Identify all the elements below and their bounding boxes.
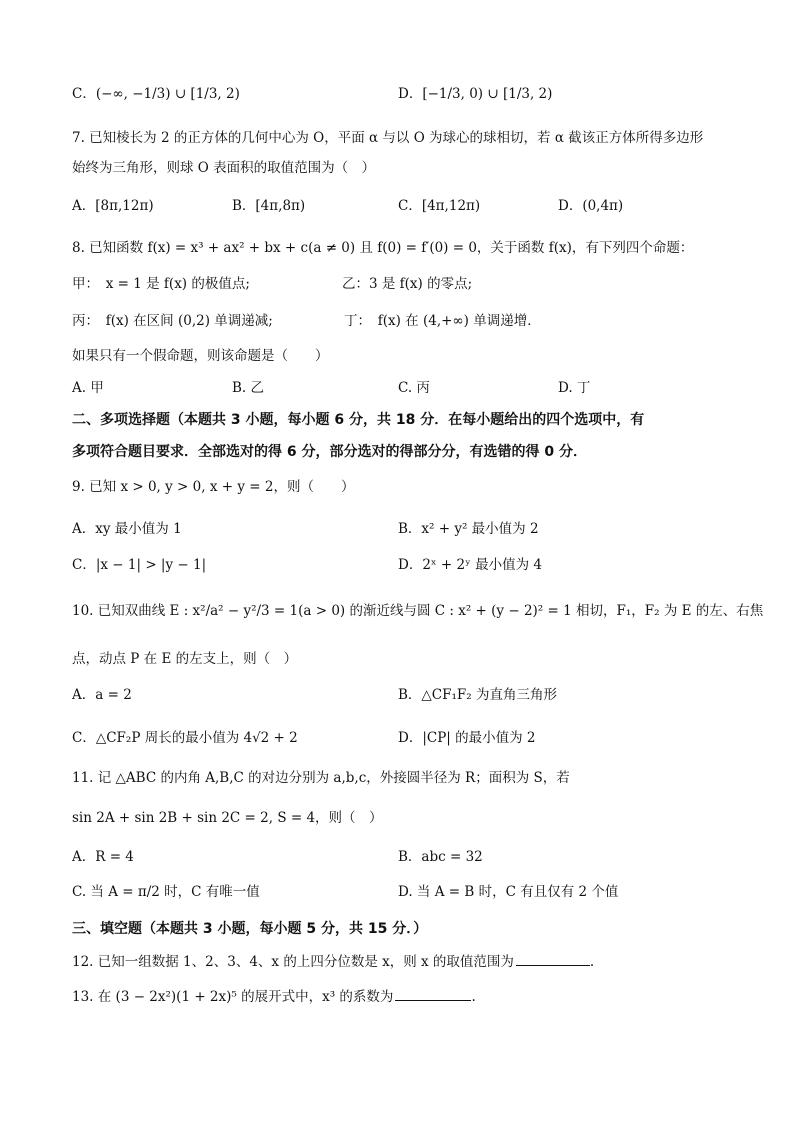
q7-line1: 7. 已知棱长为 2 的正方体的几何中心为 O，平面 α 与以 O 为球心的球相切，若 α 截该正方体所得多边形 <box>72 130 704 146</box>
q9-option-c: C．|x − 1| > |y − 1| <box>72 557 207 573</box>
q11-option-d: D. 当 A = B 时，C 有且仅有 2 个值 <box>398 884 619 900</box>
q9-option-b: B．x² + y² 最小值为 2 <box>398 521 539 537</box>
q8-question: 如果只有一个假命题，则该命题是（ ） <box>72 348 329 364</box>
q13-text: 13. 在 (3 − 2x²)(1 + 2x)⁵ 的展开式中，x³ 的系数为 <box>72 989 394 1005</box>
q12-end: . <box>589 954 595 970</box>
q13-end: . <box>471 989 476 1005</box>
section3-heading: 三、填空题（本题共 3 小题，每小题 5 分，共 15 分．） <box>72 921 428 937</box>
section2-heading-line2: 多项符合题目要求．全部选对的得 6 分，部分选对的得部分分，有选错的得 0 分． <box>72 444 587 460</box>
q9-option-a: A．xy 最小值为 1 <box>72 521 182 537</box>
q9-stem: 9. 已知 x > 0, y > 0, x + y = 2，则（ ） <box>72 479 355 495</box>
q12-answer-blank[interactable] <box>516 951 590 966</box>
q7-option-a: A．[8π,12π) <box>72 198 154 214</box>
q12 <box>72 951 594 972</box>
q10-line1: 10. 已知双曲线 E : x²/a² − y²/3 = 1(a > 0) 的渐近线与圆 C : x² + (y − 2)² = 1 相切，F₁，F₂ 为 E 的左、右焦 <box>72 603 764 619</box>
q6-option-d: D．[−1/3, 0) ∪ [1/3, 2) <box>398 86 553 102</box>
q8-option-c: C. 丙 <box>398 380 430 396</box>
q7-option-b: B．[4π,8π) <box>232 198 306 214</box>
q13 <box>72 986 476 1007</box>
q10-option-d: D．|CP| 的最小值为 2 <box>398 730 536 746</box>
q6-option-c: C．(−∞, −1/3) ∪ [1/3, 2) <box>72 86 240 102</box>
q11-option-a: A．R = 4 <box>72 849 134 865</box>
q11-line1: 11. 记 △ABC 的内角 A,B,C 的对边分别为 a,b,c，外接圆半径为 R；面积为 S，若 <box>72 770 570 786</box>
section2-heading-line1: 二、多项选择题（本题共 3 小题，每小题 6 分，共 18 分．在每小题给出的四个选项中，有 <box>72 412 645 428</box>
q10-option-c: C．△CF₂P 周长的最小值为 4√2 + 2 <box>72 730 298 746</box>
q10-option-b: B．△CF₁F₂ 为直角三角形 <box>398 687 557 703</box>
q8-ding: 丁： f(x) 在 (4,+∞) 单调递增． <box>344 313 541 329</box>
q8-bing: 丙： f(x) 在区间 (0,2) 单调递减; <box>72 313 273 329</box>
q10-line2: 点，动点 P 在 E 的左支上，则（ ） <box>72 651 298 667</box>
q11-option-b: B．abc = 32 <box>398 849 483 865</box>
q7-line2: 始终为三角形，则球 O 表面积的取值范围为（ ） <box>72 160 376 176</box>
q8-jia: 甲： x = 1 是 f(x) 的极值点; <box>72 276 250 292</box>
q7-option-d: D．(0,4π) <box>558 198 624 214</box>
q8-option-b: B. 乙 <box>232 380 265 396</box>
q11-line2: sin 2A + sin 2B + sin 2C = 2, S = 4，则（ ） <box>72 810 383 826</box>
q12-text: 12. 已知一组数据 1、2、3、4、x 的上四分位数是 x，则 x 的取值范围为 <box>72 954 514 970</box>
q8-yi: 乙：3 是 f(x) 的零点; <box>342 276 473 292</box>
q9-option-d: D．2ˣ + 2ʸ 最小值为 4 <box>398 557 543 573</box>
q7-option-c: C．[4π,12π) <box>398 198 481 214</box>
q8-option-a: A. 甲 <box>72 380 104 396</box>
q11-option-c: C. 当 A = π/2 时，C 有唯一值 <box>72 884 260 900</box>
q8-option-d: D. 丁 <box>558 380 591 396</box>
q13-answer-blank[interactable] <box>395 986 471 1001</box>
q8-line1: 8. 已知函数 f(x) = x³ + ax² + bx + c(a ≠ 0) 且 f(0) = f′(0) = 0，关于函数 f(x)，有下列四个命题： <box>72 240 694 256</box>
q10-option-a: A．a = 2 <box>72 687 132 703</box>
